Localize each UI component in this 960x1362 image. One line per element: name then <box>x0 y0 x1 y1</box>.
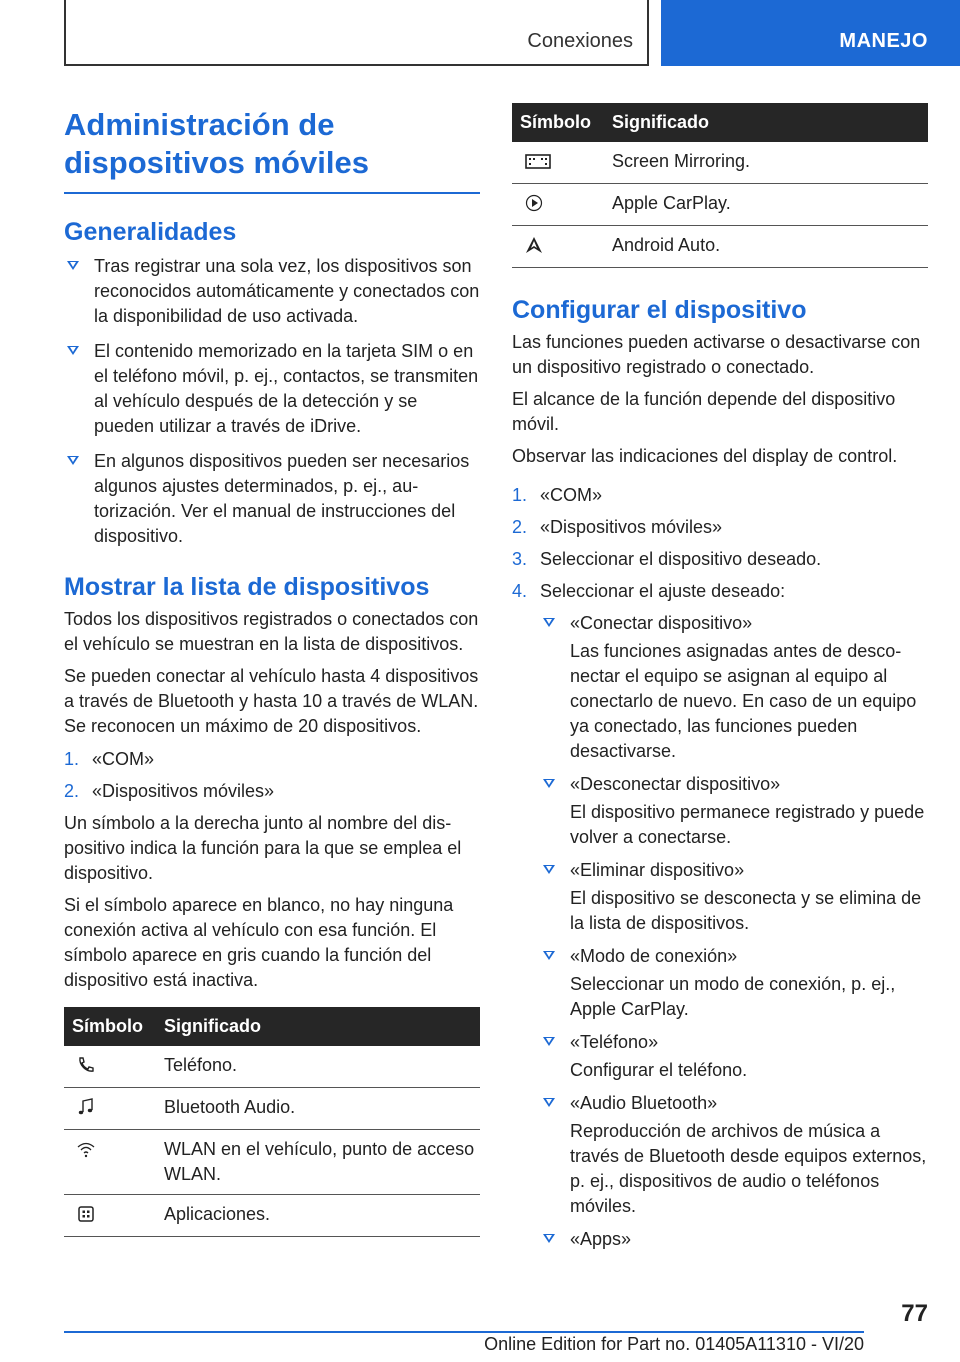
step-text: «Dispositivos móviles» <box>540 517 723 537</box>
list-item <box>64 339 480 439</box>
phone-icon <box>76 1055 96 1075</box>
symbol-table <box>512 103 928 268</box>
header-chapter-tab <box>661 0 960 66</box>
table-row <box>64 1195 480 1237</box>
option-item <box>540 772 928 797</box>
step-text: «Dispositivos móviles» <box>92 781 275 801</box>
right-column <box>512 103 928 1255</box>
bullet-triangle-icon <box>543 1098 555 1107</box>
bullet-triangle-icon <box>543 1037 555 1046</box>
footer-divider <box>64 1331 864 1333</box>
page-number: 77 <box>901 1300 928 1327</box>
list-item-text: El contenido memorizado en la tarjeta SIM o en el teléfono móvil, p. ej., contactos, se transmiten al vehículo después de la detección y se pueden utilizar a través de iDrive. <box>94 341 479 436</box>
table-row <box>64 1130 480 1195</box>
step-item <box>512 483 928 508</box>
option-item <box>540 1030 928 1055</box>
step-text: «COM» <box>540 485 603 505</box>
table-header-row <box>64 1007 480 1046</box>
step-item <box>512 515 928 540</box>
option-description: El dispositivo se desconecta y se elimina de la lista de dispositivos. <box>570 888 922 933</box>
option-description: Las funciones asignadas antes de desconectar el equipo se asignan al equipo al conectarlo de nuevo. En caso de un equipo ya conectado, las funciones pueden desactivarse. <box>570 641 917 761</box>
chapter-title: MANEJO <box>839 30 928 52</box>
bullet-triangle-icon <box>543 618 555 627</box>
meaning-cell: Apple CarPlay. <box>604 184 928 226</box>
bullet-triangle-icon <box>67 261 79 270</box>
page-title <box>64 100 480 194</box>
apps-icon <box>76 1204 96 1224</box>
option-label: «Apps» <box>570 1229 632 1249</box>
generalidades-heading: Generalidades <box>64 218 237 246</box>
option-description: Configurar el teléfono. <box>570 1060 748 1080</box>
symbol-table <box>64 1007 480 1237</box>
edition-text: Online Edition for Part no. 01405A11310 - VI/20 <box>484 1334 864 1354</box>
step-number: 1. <box>64 749 80 769</box>
wifi-icon <box>76 1139 96 1159</box>
meaning-cell: WLAN en el vehículo, punto de acceso WLAN. <box>156 1130 480 1195</box>
step-number: 2. <box>512 517 528 537</box>
table-row <box>512 226 928 268</box>
table-row <box>512 184 928 226</box>
music-note-icon <box>76 1097 96 1117</box>
table-row <box>512 142 928 184</box>
option-description: Reproducción de archivos de música a través de Bluetooth desde equipos externos, p. ej., dispositivos de audio o teléfonos móviles. <box>570 1121 927 1216</box>
column-header-meaning: Significado <box>156 1007 480 1046</box>
step-number: 3. <box>512 549 528 569</box>
paragraph: Las funciones pueden activarse o desactivarse con un dispositivo registrado o conectado. <box>512 332 921 377</box>
footer-edition <box>64 1334 864 1355</box>
paragraph: Se pueden conectar al vehículo hasta 4 dispositivos a través de Bluetooth y hasta 10 a través de WLAN. Se reconocen un máximo de 20 dispositivos. <box>64 666 479 736</box>
list-item-text: Tras registrar una sola vez, los dispositivos son reconocidos automáticamente y conectados con la disponibilidad de uso activada. <box>94 256 480 326</box>
page-title-line1: Administración de <box>64 107 335 142</box>
paragraph: Observar las indicaciones del display de control. <box>512 446 898 466</box>
column-header-meaning: Significado <box>604 103 928 142</box>
list-item <box>64 254 480 329</box>
paragraph: Un símbolo a la derecha junto al nombre del dispositivo indica la función para la que se emplea el dispositivo. <box>64 813 462 883</box>
section-title: Conexiones <box>527 30 633 52</box>
step-number: 4. <box>512 581 528 601</box>
android-auto-icon <box>524 235 544 255</box>
step-item <box>64 779 480 804</box>
screen-mirroring-icon <box>524 151 552 171</box>
paragraph: Si el símbolo aparece en blanco, no hay ninguna conexión activa al vehículo con esa función. El símbolo aparece en gris cuando la función del dispositivo está inactiva. <box>64 895 454 990</box>
option-item <box>540 858 928 883</box>
paragraph: El alcance de la función depende del dispositivo móvil. <box>512 389 896 434</box>
steps-list <box>64 747 480 804</box>
option-label: «Teléfono» <box>570 1032 659 1052</box>
option-item <box>540 611 928 636</box>
meaning-cell: Aplicaciones. <box>156 1195 480 1237</box>
generalidades-list <box>64 254 480 549</box>
carplay-icon <box>524 193 544 213</box>
step-item <box>512 547 928 572</box>
table-header-row <box>512 103 928 142</box>
list-item <box>64 449 480 549</box>
meaning-cell: Bluetooth Audio. <box>156 1088 480 1130</box>
header-section-tab <box>64 0 649 66</box>
table-row <box>64 1046 480 1088</box>
left-column <box>64 100 480 1237</box>
paragraph: Todos los dispositivos registrados o conectados con el vehículo se muestran en la lista de dispositivos. <box>64 609 479 654</box>
options-list <box>540 611 928 1252</box>
step-item <box>512 579 928 604</box>
option-label: «Desconectar dispositivo» <box>570 774 781 794</box>
bullet-triangle-icon <box>543 1234 555 1243</box>
bullet-triangle-icon <box>67 456 79 465</box>
option-item <box>540 1227 928 1252</box>
option-item <box>540 944 928 969</box>
list-item-text: En algunos dispositivos pueden ser necesarios algunos ajustes determinados, p. ej., autorización. Ver el manual de instrucciones del dispositivo. <box>94 451 470 546</box>
bullet-triangle-icon <box>67 346 79 355</box>
option-description: Seleccionar un modo de conexión, p. ej., Apple CarPlay. <box>570 974 896 1019</box>
meaning-cell: Screen Mirroring. <box>604 142 928 184</box>
configurar-heading: Configurar el dispositivo <box>512 296 807 324</box>
bullet-triangle-icon <box>543 951 555 960</box>
option-item <box>540 1091 928 1116</box>
step-item <box>64 747 480 772</box>
bullet-triangle-icon <box>543 779 555 788</box>
bullet-triangle-icon <box>543 865 555 874</box>
step-text: Seleccionar el ajuste deseado: <box>540 581 786 601</box>
page-title-line2: dispositivos móviles <box>64 145 369 180</box>
meaning-cell: Teléfono. <box>156 1046 480 1088</box>
step-text: «COM» <box>92 749 155 769</box>
option-label: «Modo de conexión» <box>570 946 738 966</box>
steps-list <box>512 483 928 604</box>
option-label: «Conectar dispositivo» <box>570 613 753 633</box>
option-description: El dispositivo permanece registrado y puede volver a conectarse. <box>570 802 925 847</box>
step-number: 1. <box>512 485 528 505</box>
option-label: «Eliminar dispositivo» <box>570 860 745 880</box>
column-header-symbol: Símbolo <box>64 1007 156 1046</box>
column-header-symbol: Símbolo <box>512 103 604 142</box>
step-number: 2. <box>64 781 80 801</box>
table-row <box>64 1088 480 1130</box>
step-text: Seleccionar el dispositivo deseado. <box>540 549 822 569</box>
mostrar-heading: Mostrar la lista de dispositivos <box>64 573 430 601</box>
option-label: «Audio Bluetooth» <box>570 1093 718 1113</box>
meaning-cell: Android Auto. <box>604 226 928 268</box>
